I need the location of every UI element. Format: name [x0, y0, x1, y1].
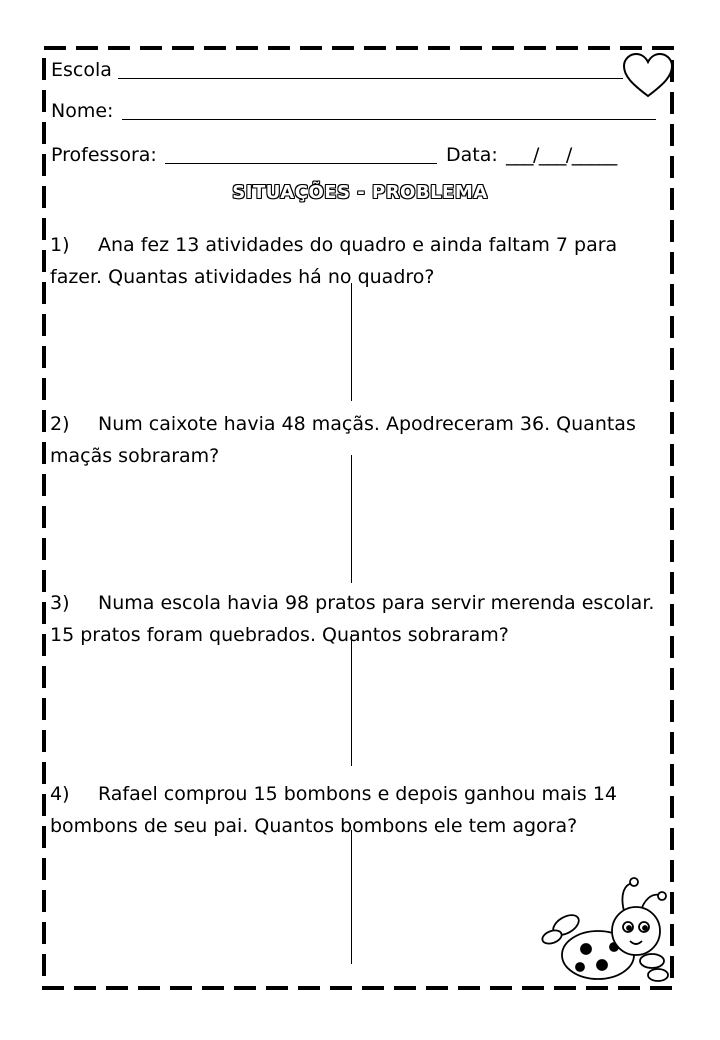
answer-divider: [351, 455, 352, 583]
name-field[interactable]: [122, 119, 656, 120]
ladybug-illustration: [540, 875, 672, 985]
question-text-line1: Numa escola havia 98 pratos para servir merenda escolar.: [98, 592, 655, 614]
question-number: 4): [50, 783, 70, 805]
school-label: Escola: [51, 59, 112, 81]
answer-divider: [351, 283, 352, 401]
date-field[interactable]: ___/___/_____: [506, 144, 617, 166]
name-label: Nome:: [51, 100, 114, 122]
question-text-line2: bombons de seu pai. Quantos bombons ele tem agora?: [50, 815, 578, 837]
question-text-line1: Num caixote havia 48 maçãs. Apodreceram 36. Quantas: [98, 413, 636, 435]
answer-divider: [351, 634, 352, 766]
question-text-line2: 15 pratos foram quebrados. Quantos sobraram?: [50, 624, 509, 646]
question-number: 3): [50, 592, 70, 614]
question-number: 2): [50, 413, 70, 435]
school-field[interactable]: [118, 78, 623, 79]
question-4: [50, 778, 670, 842]
question-1: [50, 229, 670, 293]
question-text-line2: fazer. Quantas atividades há no quadro?: [50, 266, 435, 288]
question-text-line1: Ana fez 13 atividades do quadro e ainda faltam 7 para: [98, 234, 618, 256]
teacher-field[interactable]: [165, 163, 437, 164]
question-text-line1: Rafael comprou 15 bombons e depois ganhou mais 14: [98, 783, 618, 805]
teacher-label: Professora:: [51, 144, 157, 166]
heart-icon: [622, 52, 674, 100]
question-3: [50, 587, 670, 651]
question-2: [50, 408, 670, 472]
question-number: 1): [50, 234, 70, 256]
date-label: Data:: [446, 144, 498, 166]
answer-divider: [351, 830, 352, 964]
question-text-line2: maçãs sobraram?: [50, 445, 220, 467]
page-title: SITUAÇÕES - PROBLEMA: [232, 182, 488, 203]
